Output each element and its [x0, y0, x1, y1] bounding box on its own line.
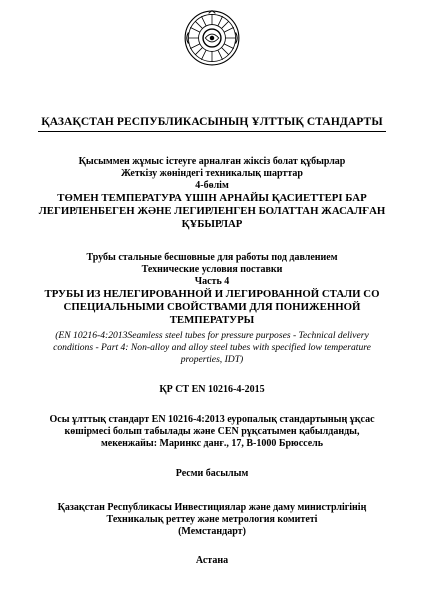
title-en-line2: conditions - Part 4: Non-alloy and alloy steel tubes with specified low temperature — [53, 342, 371, 353]
committee-line1: Қазақстан Республикасы Инвестициялар және даму министрлігінің — [57, 502, 367, 513]
note-line2: көшірмесі болып табылады және CEN рұқсатымен қабылданды, — [64, 426, 360, 437]
committee-line3: (Мемстандарт) — [178, 526, 246, 537]
title-kz-sub2: ЛЕГИРЛЕНБЕГЕН ЖӘНЕ ЛЕГИРЛЕНГЕН БОЛАТТАН ЖАСАЛҒАН — [38, 205, 386, 217]
title-english — [20, 330, 404, 366]
publication-city: Астана — [195, 555, 229, 566]
title-ru-sub2: СПЕЦИАЛЬНЫМИ СВОЙСТВАМИ ДЛЯ ПОНИЖЕННОЙ — [63, 301, 361, 313]
standard-designation: ҚР СТ EN 10216-4-2015 — [159, 384, 265, 395]
title-ru-line1: Трубы стальные бесшовные для работы под давлением — [86, 252, 338, 263]
title-ru-part: Часть 4 — [194, 276, 230, 287]
title-en-line1: (EN 10216-4:2013Seamless steel tubes for pressure purposes - Technical delivery — [55, 330, 369, 341]
national-standard-header: ҚАЗАҚСТАН РЕСПУБЛИКАСЫНЫҢ ҰЛТТЫҚ СТАНДАРТЫ — [41, 116, 383, 128]
header-divider — [38, 131, 386, 132]
issuing-committee — [20, 502, 404, 538]
kazakhstan-state-emblem — [184, 10, 240, 66]
title-en-line3: properties, IDT) — [180, 354, 244, 365]
title-kz-line1: Қысыммен жұмыс істеуге арналған жіксіз болат құбырлар — [78, 156, 346, 167]
title-ru-sub3: ТЕМПЕРАТУРЫ — [169, 314, 255, 326]
title-ru-line2: Технические условия поставки — [141, 264, 283, 275]
title-kz-sub3: ҚҰБЫРЛАР — [181, 218, 243, 230]
title-ru-sub1: ТРУБЫ ИЗ НЕЛЕГИРОВАННОЙ И ЛЕГИРОВАННОЙ СТАЛИ СО — [44, 288, 380, 300]
title-kz-sub1: ТӨМЕН ТЕМПЕРАТУРА ҮШІН АРНАЙЫ ҚАСИЕТТЕРІ БАР — [57, 192, 367, 204]
official-edition: Ресми басылым — [175, 468, 249, 479]
title-kazakh — [20, 156, 404, 231]
adoption-note — [20, 414, 404, 450]
note-line3: мекенжайы: Маринкс данғ., 17, В-1000 Брюссель — [100, 438, 324, 449]
title-kz-line2: Жеткізу жөніндегі техникалық шарттар — [121, 168, 303, 179]
title-kz-part: 4-бөлім — [195, 180, 229, 191]
committee-line2: Техникалық реттеу және метрология комитеті — [106, 514, 318, 525]
note-line1: Осы ұлттық стандарт EN 10216-4:2013 еуропалық стандартының ұқсас — [49, 414, 375, 425]
title-russian — [20, 252, 404, 327]
